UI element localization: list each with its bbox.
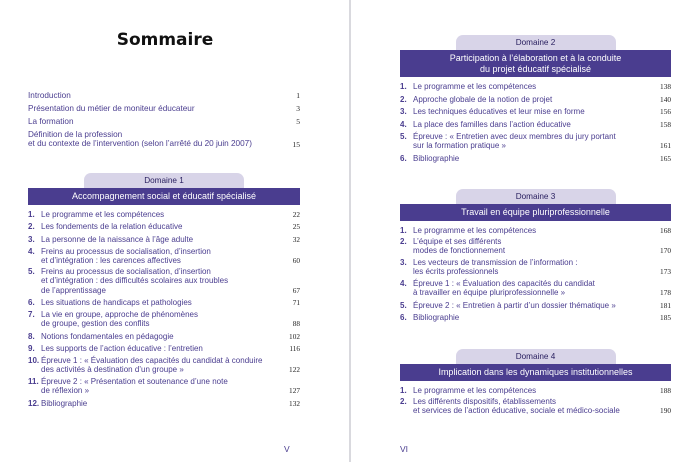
toc-entry-page: 15	[292, 139, 300, 149]
toc-entry[interactable]	[400, 385, 671, 395]
toc-entry-label: Épreuve 2 : « Entretien à partir d’un dossier thématique »	[413, 300, 616, 310]
domain-1-section	[28, 173, 300, 410]
toc-entry-definition[interactable]	[28, 130, 300, 150]
toc-entry[interactable]	[400, 237, 671, 255]
toc-entry-number: 2.	[400, 397, 407, 407]
toc-entry-formation[interactable]	[28, 117, 300, 127]
toc-entry-page: 25	[292, 222, 300, 232]
toc-entry[interactable]	[28, 221, 300, 231]
toc-entry-label: La personne de la naissance à l’âge adulte	[41, 234, 194, 244]
toc-entry[interactable]	[28, 310, 300, 328]
toc-entry-page: 181	[660, 300, 671, 310]
toc-entry-number: 4.	[400, 278, 407, 288]
toc-entry-label: Les situations de handicaps et pathologies	[41, 298, 192, 308]
toc-entry-page: 140	[660, 94, 671, 104]
toc-entry[interactable]	[28, 343, 300, 353]
toc-entry-label: Présentation du métier de moniteur éducateur	[28, 103, 195, 113]
toc-entry-label: Le programme et les compétences	[413, 225, 537, 235]
toc-entry-page: 168	[660, 225, 671, 235]
toc-entry-label: L’équipe et ses différents modes de fonctionnement	[413, 237, 506, 256]
toc-entry-number: 4.	[400, 120, 407, 130]
toc-entry-number: 6.	[28, 298, 35, 308]
toc-entry[interactable]	[400, 397, 671, 415]
toc-entry-label: Les différents dispositifs, établissements et services de l’action éducative, sociale et médico-sociale	[413, 397, 620, 416]
toc-entry-label: Les supports de l’action éducative : l’entretien	[41, 344, 203, 354]
domain-2-tab: Domaine 2	[456, 35, 616, 50]
toc-entry-number: 3.	[28, 234, 35, 244]
domain-3-tab: Domaine 3	[456, 189, 616, 204]
intro-list	[28, 91, 300, 153]
toc-entry-label: Bibliographie	[413, 153, 460, 163]
page-title: Sommaire	[116, 30, 214, 50]
toc-entry-page: 138	[660, 82, 671, 91]
toc-entry-number: 3.	[400, 107, 407, 117]
toc-entry-number: 4.	[28, 246, 35, 256]
toc-entry[interactable]	[400, 279, 671, 297]
domain-4-tab: Domaine 4	[456, 349, 616, 364]
toc-entry-text	[400, 132, 616, 150]
toc-entry-number: 6.	[400, 153, 407, 163]
toc-entry-page: 173	[660, 267, 671, 277]
toc-entry-text	[28, 210, 164, 219]
toc-entry-text	[400, 313, 459, 322]
domain-3-section	[400, 189, 671, 325]
toc-entry-number: 2.	[28, 222, 35, 232]
toc-entry-page: 88	[292, 319, 300, 328]
domain-2-section	[400, 35, 671, 165]
toc-entry[interactable]	[28, 247, 300, 265]
toc-entry-label: La formation	[28, 116, 74, 126]
toc-entry[interactable]	[28, 297, 300, 307]
left-page	[0, 0, 349, 462]
toc-entry-text	[28, 222, 182, 231]
toc-entry[interactable]	[28, 267, 300, 294]
toc-entry[interactable]	[400, 119, 671, 129]
toc-entry[interactable]	[28, 209, 300, 219]
toc-entry-label: Le programme et les compétences	[41, 209, 165, 219]
toc-entry[interactable]	[400, 132, 671, 150]
toc-entry-label: Les vecteurs de transmission de l’information : les écrits professionnels	[413, 257, 578, 277]
toc-entry[interactable]	[28, 398, 300, 408]
domain-2-title: Participation à l’élaboration et à la conduite du projet éducatif spécialisé	[400, 50, 671, 77]
toc-entry-page: 60	[292, 255, 300, 265]
toc-entry-label: Les techniques éducatives et leur mise en forme	[413, 107, 585, 117]
toc-entry-page: 116	[289, 344, 300, 354]
toc-entry-number: 1.	[400, 385, 407, 395]
domain-3-list	[400, 225, 671, 323]
toc-entry-label: Définition de la profession et du contexte de l’intervention (selon l’arrêté du 20 juin 2007)	[28, 129, 252, 149]
toc-entry-label: Épreuve 1 : « Évaluation des capacités du candidat à travailler en équipe pluriprofessionnelle »	[413, 278, 595, 297]
toc-entry-text	[400, 258, 578, 276]
toc-entry-page: 158	[660, 120, 671, 130]
toc-entry-text	[400, 386, 536, 395]
toc-entry-text	[400, 95, 552, 104]
toc-entry-label: Le programme et les compétences	[413, 82, 537, 91]
toc-entry-page: 132	[289, 398, 300, 408]
toc-entry-text	[28, 356, 262, 374]
toc-entry-text	[28, 247, 211, 265]
page-number: V	[284, 444, 290, 454]
toc-entry-text	[28, 298, 192, 307]
toc-entry-page: 156	[660, 107, 671, 117]
toc-entry-number: 1.	[400, 82, 407, 91]
toc-entry-text	[28, 332, 174, 341]
toc-entry[interactable]	[400, 312, 671, 322]
toc-entry-number: 8.	[28, 331, 35, 341]
toc-entry-number: 2.	[400, 237, 407, 247]
toc-entry-page: 122	[289, 365, 300, 375]
toc-entry-number: 5.	[400, 300, 407, 310]
toc-entry-text	[28, 399, 87, 408]
toc-entry-text	[400, 107, 585, 116]
toc-entry-label: Épreuve 2 : « Présentation et soutenance d’une note de réflexion »	[41, 376, 228, 395]
toc-entry[interactable]	[28, 331, 300, 341]
toc-entry-page: 188	[660, 385, 671, 395]
toc-entry-number: 3.	[400, 257, 407, 267]
domain-4-list	[400, 385, 671, 416]
toc-entry[interactable]	[400, 300, 671, 310]
toc-entry-presentation[interactable]	[28, 104, 300, 114]
toc-entry-page: 22	[292, 209, 300, 219]
domain-1-tab: Domaine 1	[84, 173, 244, 188]
toc-entry-label: Épreuve 1 : « Évaluation des capacités du candidat à conduire des activités à destination d’un groupe »	[41, 356, 263, 375]
toc-entry[interactable]	[400, 153, 671, 163]
domain-2-list	[400, 81, 671, 163]
toc-entry-text	[28, 377, 228, 395]
domain-1-list	[28, 209, 300, 408]
toc-entry-number: 12.	[28, 398, 40, 408]
toc-entry-label: La place des familles dans l’action éducative	[413, 120, 571, 130]
toc-entry-label: Introduction	[28, 91, 71, 100]
toc-entry-page: 190	[660, 406, 671, 416]
toc-entry-page: 3	[296, 103, 300, 113]
toc-entry[interactable]	[400, 94, 671, 104]
toc-entry-number: 1.	[28, 209, 35, 219]
toc-entry-page: 178	[660, 287, 671, 297]
toc-entry-text	[400, 397, 620, 415]
toc-entry-label: Approche globale de la notion de projet	[413, 94, 553, 104]
domain-4-section	[400, 349, 671, 418]
toc-entry-number: 5.	[28, 267, 35, 277]
toc-entry-label: La vie en groupe, approche de phénomènes de groupe, gestion des conflits	[41, 309, 199, 328]
page-number: VI	[400, 444, 409, 454]
toc-entry-number: 2.	[400, 94, 407, 104]
toc-entry[interactable]	[28, 356, 300, 374]
toc-entry-label: Freins au processus de socialisation, d’insertion et d’intégration : des difficultés scolaires aux troubles de l’apprentissage	[41, 267, 229, 295]
toc-entry[interactable]	[400, 225, 671, 235]
toc-entry-text	[400, 120, 571, 129]
domain-3-title: Travail en équipe pluriprofessionnelle	[400, 204, 671, 221]
toc-entry-number: 9.	[28, 344, 35, 354]
toc-entry-number: 10.	[28, 356, 40, 366]
toc-entry-label: Les fondements de la relation éducative	[41, 222, 183, 232]
toc-entry-label: Bibliographie	[413, 313, 460, 323]
toc-entry-text	[400, 279, 595, 297]
toc-entry-label: Freins au processus de socialisation, d’insertion et d’intégration : les carences affectives	[41, 246, 211, 265]
toc-entry[interactable]	[400, 258, 671, 276]
toc-entry-page: 170	[660, 246, 671, 256]
toc-entry-page: 1	[296, 91, 300, 100]
toc-entry-label: Notions fondamentales en pédagogie	[41, 331, 174, 341]
toc-entry[interactable]	[400, 106, 671, 116]
toc-entry-label: Bibliographie	[41, 398, 88, 408]
toc-entry-text	[400, 154, 459, 163]
toc-entry-number: 6.	[400, 313, 407, 323]
toc-entry-text	[400, 301, 616, 310]
toc-entry-page: 32	[292, 234, 300, 244]
toc-entry-page: 67	[292, 285, 300, 295]
domain-1-title: Accompagnement social et éducatif spécialisé	[28, 188, 300, 205]
toc-entry-text	[400, 226, 536, 235]
toc-entry-text	[28, 310, 198, 328]
toc-entry-introduction[interactable]	[28, 91, 300, 101]
toc-entry[interactable]	[400, 81, 671, 91]
toc-entry-text	[28, 344, 203, 353]
toc-entry-number: 11.	[28, 376, 39, 386]
domain-4-title: Implication dans les dynamiques institutionnelles	[400, 364, 671, 381]
toc-entry-label: Épreuve : « Entretien avec deux membres du jury portant sur la formation pratique »	[413, 131, 616, 150]
toc-entry-number: 7.	[28, 309, 35, 319]
toc-entry-label: Le programme et les compétences	[413, 385, 537, 395]
toc-entry-page: 127	[289, 385, 300, 395]
toc-entry-page: 71	[292, 298, 300, 308]
toc-entry-page: 165	[660, 153, 671, 163]
toc-entry[interactable]	[28, 377, 300, 395]
toc-entry-text	[400, 237, 505, 255]
right-page	[351, 0, 700, 462]
toc-entry-page: 5	[296, 116, 300, 126]
toc-entry-page: 102	[289, 331, 300, 341]
toc-entry-text	[400, 82, 536, 91]
toc-entry-text	[28, 235, 193, 244]
toc-entry-text	[28, 267, 228, 294]
toc-entry-number: 1.	[400, 225, 407, 235]
toc-entry[interactable]	[28, 234, 300, 244]
toc-entry-page: 161	[660, 140, 671, 150]
toc-entry-page: 185	[660, 313, 671, 323]
toc-entry-number: 5.	[400, 131, 407, 141]
